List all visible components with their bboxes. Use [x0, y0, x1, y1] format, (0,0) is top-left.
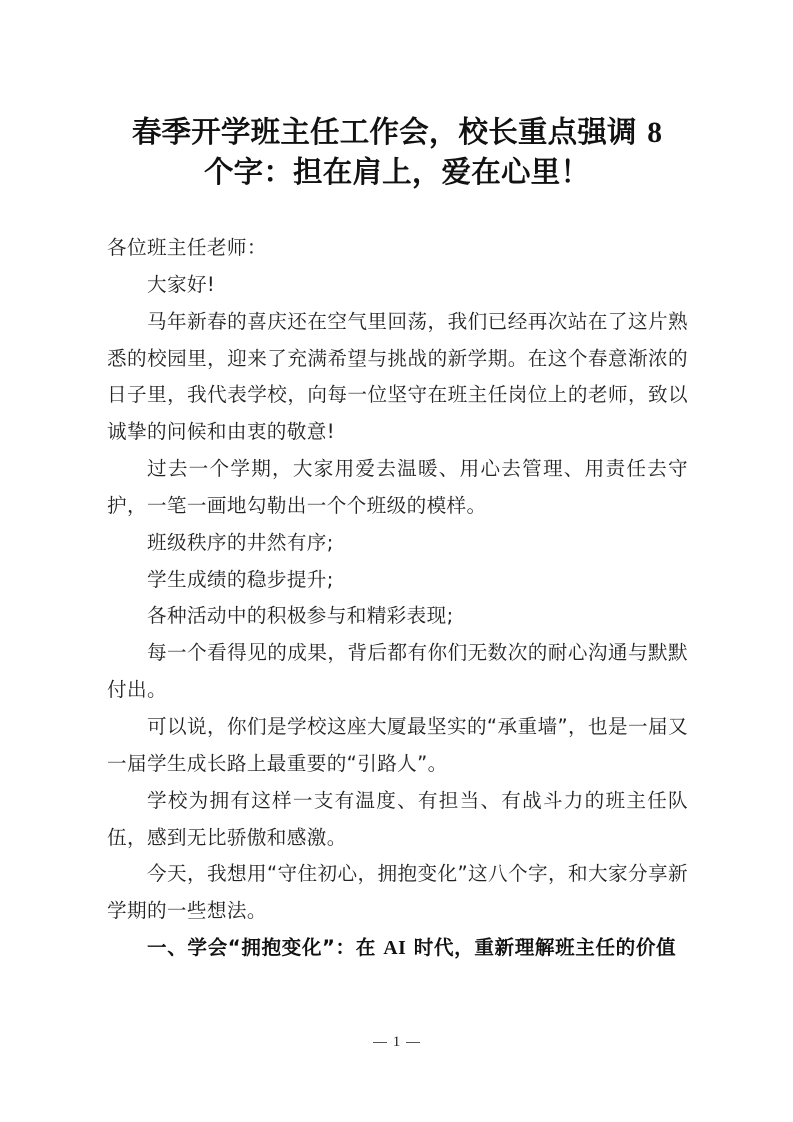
paragraph-load-bearing-wall: 可以说，你们是学校这座大厦最坚实的“承重墙”，也是一届又一届学生成长路上最重要的“引路人”。 — [107, 714, 688, 775]
paragraph-eight-characters: 今天，我想用“守住初心，拥抱变化”这八个字，和大家分享新学期的一些想法。 — [107, 862, 688, 923]
dash-left — [373, 1042, 387, 1043]
document-title — [100, 113, 694, 192]
salutation: 各位班主任老师： — [107, 236, 267, 259]
list-item-grades: 学生成绩的稳步提升; — [147, 567, 334, 591]
section-heading-suffix: 时代，重新理解班主任的价值 — [413, 936, 677, 960]
dash-right — [406, 1042, 420, 1043]
page-number: 1 — [392, 1034, 401, 1050]
paragraph-team-pride: 学校为拥有这样一支有温度、有担当、有战斗力的班主任队伍，感到无比骄傲和感激。 — [107, 788, 688, 849]
title-line-2: 个字：担在肩上，爱在心里！ — [203, 155, 591, 189]
paragraph-new-semester: 马年新春的喜庆还在空气里回荡，我们已经再次站在了这片熟悉的校园里，迎来了充满希望与挑战的新学期。在这个春意渐浓的日子里，我代表学校，向每一位坚守在班主任岗位上的老师，致以诚挚的问候和由衷的敬意! — [107, 309, 688, 444]
list-item-activities: 各种活动中的积极参与和精彩表现; — [147, 604, 454, 628]
paragraph-achievements: 每一个看得见的成果，背后都有你们无数次的耐心沟通与默默付出。 — [107, 641, 688, 702]
section-heading-prefix: 一、学会“拥抱变化”：在 — [147, 936, 376, 960]
title-number: 8 — [647, 117, 663, 149]
page-footer — [0, 1032, 793, 1052]
section-heading-ai: AI — [383, 938, 407, 960]
list-item-class-order: 班级秩序的井然有序; — [147, 530, 334, 554]
title-line-1: 春季开学班主任工作会，校长重点强调 — [131, 115, 637, 149]
document-body — [107, 230, 688, 968]
paragraph-greeting: 大家好! — [147, 272, 216, 296]
section-heading-1 — [107, 930, 688, 968]
paragraph-past-semester: 过去一个学期，大家用爱去温暖、用心去管理、用责任去守护，一笔一画地勾勒出一个个班级的模样。 — [107, 457, 688, 517]
